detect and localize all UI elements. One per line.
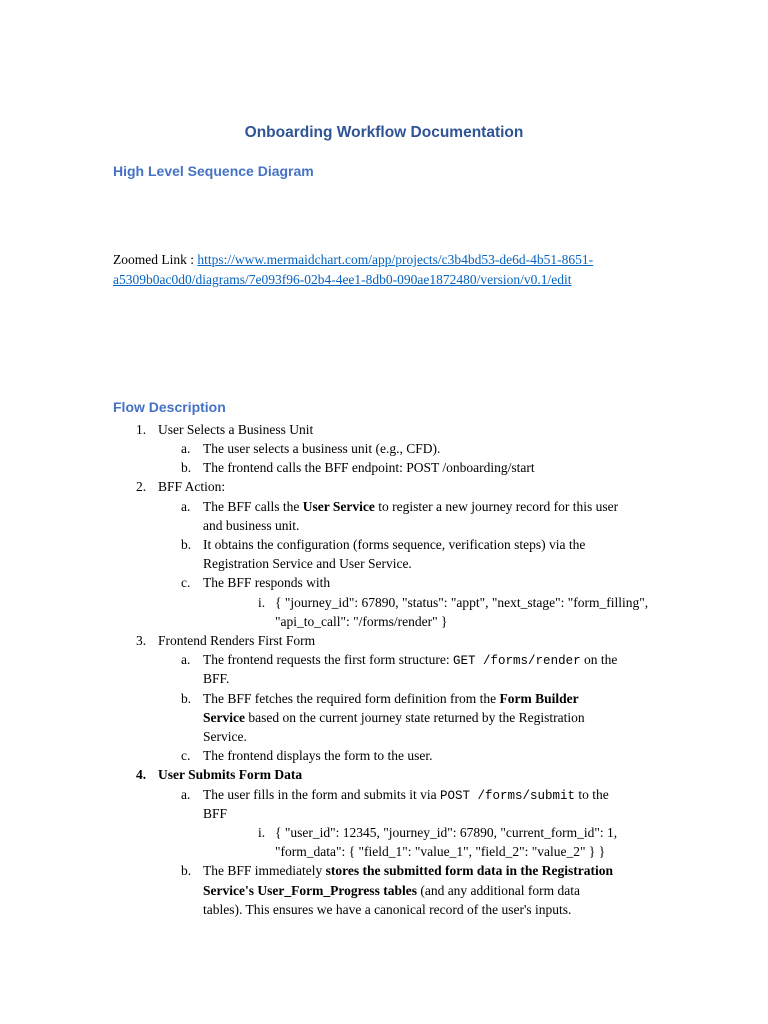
step-3a-post: on the (580, 652, 618, 667)
step-4b-line1 (203, 861, 613, 880)
user-form-progress-term: Service's User_Form_Progress tables (203, 883, 417, 898)
list-marker-1a: a. (181, 441, 191, 456)
step-4a-pre: The user fills in the form and submits it via (203, 787, 440, 802)
step-4b-post: (and any additional form data (416, 883, 581, 898)
step-3b-line1 (203, 689, 579, 708)
step-3b-pre: The BFF fetches the required form definition from the (203, 691, 500, 706)
list-marker-4b: b. (181, 863, 192, 878)
zoomed-link-paragraph (113, 250, 673, 290)
step-2c-i-json-line2: "api_to_call": "/forms/render" } (275, 614, 448, 629)
list-marker-1: 1. (136, 422, 147, 437)
list-marker-4a-i: i. (258, 825, 266, 840)
stores-submitted-data-term: stores the submitted form data in the Registration (325, 863, 613, 878)
step-2b-line1: It obtains the configuration (forms sequence, verification steps) via the (203, 537, 586, 552)
step-2c-i-json-line1: { "journey_id": 67890, "status": "appt", "next_stage": "form_filling", (275, 595, 649, 610)
form-builder-term: Form Builder (499, 691, 579, 706)
step-2c-text: The BFF responds with (203, 575, 331, 590)
mermaid-chart-link-line2[interactable]: a5309b0ac0d0/diagrams/7e093f96-02b4-4ee1-8db0-090ae1872480/version/v0.1/edit (113, 272, 572, 287)
step-3a-line1 (203, 650, 617, 671)
list-marker-3c: c. (181, 748, 191, 763)
step-2a-post: to register a new journey record for this user (374, 499, 619, 514)
step-3a-line2: BFF. (203, 671, 230, 686)
list-marker-3a: a. (181, 652, 191, 667)
document-title: Onboarding Workflow Documentation (244, 124, 524, 141)
step-4a-post: to the (575, 787, 609, 802)
list-marker-2a: a. (181, 499, 191, 514)
step-2b-line2: Registration Service and User Service. (203, 556, 412, 571)
step-2a-line2: and business unit. (203, 518, 300, 533)
service-term: Service (203, 710, 245, 725)
section-heading-sequence-diagram: High Level Sequence Diagram (113, 163, 314, 179)
step-4b-line3: tables). This ensures we have a canonical record of the user's inputs. (203, 902, 572, 917)
step-3b-post: based on the current journey state returned by the Registration (244, 710, 585, 725)
step-4b-line2 (203, 881, 580, 900)
get-forms-render-code: GET /forms/render (453, 654, 581, 668)
list-marker-2b: b. (181, 537, 192, 552)
list-marker-2c-i: i. (258, 595, 266, 610)
step-3b-line2 (203, 708, 585, 727)
user-service-term: User Service (302, 499, 375, 514)
mermaid-chart-link-line1[interactable]: https://www.mermaidchart.com/app/projects/c3b4bd53-de6d-4b51-8651- (197, 252, 594, 267)
step-3a-pre: The frontend requests the first form structure: (203, 652, 454, 667)
section-heading-flow-description: Flow Description (113, 399, 226, 415)
step-1-title: User Selects a Business Unit (158, 422, 314, 437)
step-2a-pre: The BFF calls the (203, 499, 303, 514)
list-marker-4a: a. (181, 787, 191, 802)
step-3-title: Frontend Renders First Form (158, 633, 316, 648)
list-marker-4: 4. (136, 767, 147, 782)
step-3b-line3: Service. (203, 729, 247, 744)
step-3c-text: The frontend displays the form to the user. (203, 748, 433, 763)
list-marker-1b: b. (181, 460, 192, 475)
step-4-title: User Submits Form Data (158, 767, 303, 782)
post-forms-submit-code: POST /forms/submit (439, 789, 575, 803)
list-marker-2: 2. (136, 479, 147, 494)
list-marker-2c: c. (181, 575, 191, 590)
step-4a-i-json-line2: "form_data": { "field_1": "value_1", "field_2": "value_2" } } (275, 844, 606, 859)
list-marker-3: 3. (136, 633, 147, 648)
step-4a-i-json-line1: { "user_id": 12345, "journey_id": 67890, "current_form_id": 1, (275, 825, 618, 840)
step-4b-pre: The BFF immediately (203, 863, 326, 878)
step-1b-text: The frontend calls the BFF endpoint: POST /onboarding/start (203, 460, 535, 475)
list-marker-3b: b. (181, 691, 192, 706)
step-4a-line2: BFF (203, 806, 228, 821)
step-2-title: BFF Action: (158, 479, 226, 494)
step-4a-line1 (203, 785, 609, 806)
zoomed-link-label: Zoomed Link : (113, 252, 198, 267)
step-2a-line1 (203, 497, 618, 516)
step-1a-text: The user selects a business unit (e.g., CFD). (203, 441, 441, 456)
